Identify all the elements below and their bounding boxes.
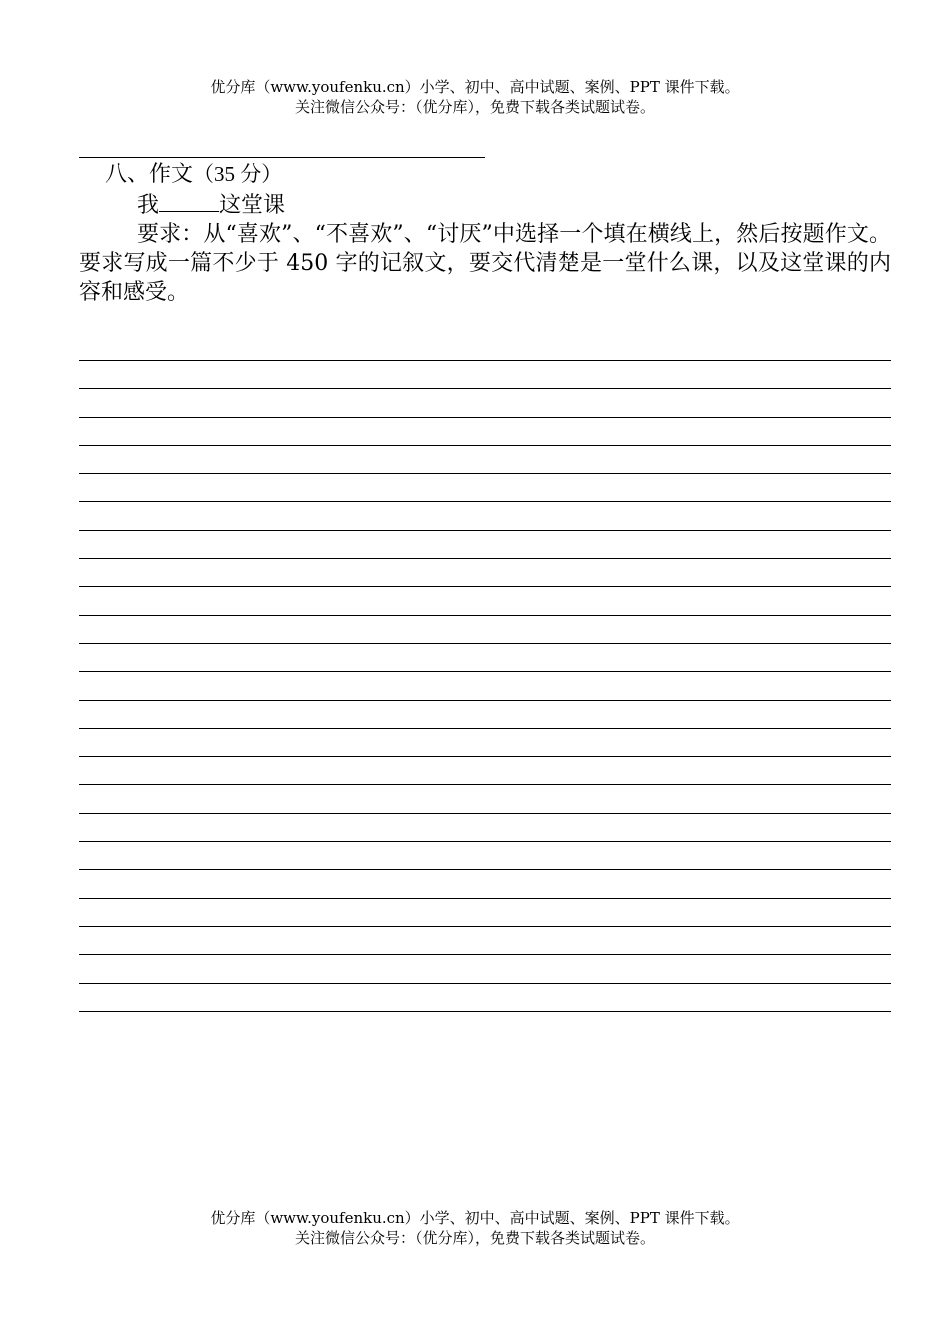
writing-line [79,728,891,729]
writing-line [79,1011,891,1012]
writing-line [79,558,891,559]
writing-line [79,445,891,446]
essay-title [79,189,891,220]
writing-line [79,501,891,502]
section-score: （35 分） [193,162,283,186]
writing-area[interactable] [79,360,891,1039]
page-footer [0,1208,950,1248]
writing-line [79,586,891,587]
writing-line [79,869,891,870]
writing-line [79,388,891,389]
footer-line-2: 关注微信公众号：（优分库），免费下载各类试题试卷。 [294,1229,655,1247]
writing-line [79,756,891,757]
essay-title-suffix: 这堂课 [219,193,286,218]
essay-section [79,160,891,307]
writing-line [79,813,891,814]
section-divider [79,157,485,158]
footer-line-1: 优分库（www.youfenku.cn）小学、初中、高中试题、案例、PPT 课件下载。 [210,1209,740,1227]
title-blank[interactable] [159,189,219,212]
writing-line [79,898,891,899]
writing-line [79,784,891,785]
header-line-1: 优分库（www.youfenku.cn）小学、初中、高中试题、案例、PPT 课件下载。 [210,78,740,96]
header-line-2: 关注微信公众号：（优分库），免费下载各类试题试卷。 [294,98,655,116]
section-heading [79,160,891,189]
essay-requirement: 要求：从“喜欢”、“不喜欢”、“讨厌”中选择一个填在横线上，然后按题作文。要求写成一篇不少于 450 字的记叙文，要交代清楚是一堂什么课，以及这堂课的内容和感受。 [79,222,891,305]
writing-line [79,700,891,701]
writing-line [79,671,891,672]
writing-line [79,417,891,418]
writing-line [79,473,891,474]
writing-line [79,983,891,984]
writing-line [79,954,891,955]
page-header [0,77,950,117]
section-title: 八、作文 [105,162,194,187]
writing-line [79,926,891,927]
writing-line [79,643,891,644]
writing-line [79,530,891,531]
writing-line [79,360,891,361]
writing-line [79,615,891,616]
writing-line [79,841,891,842]
essay-title-prefix: 我 [137,193,160,218]
